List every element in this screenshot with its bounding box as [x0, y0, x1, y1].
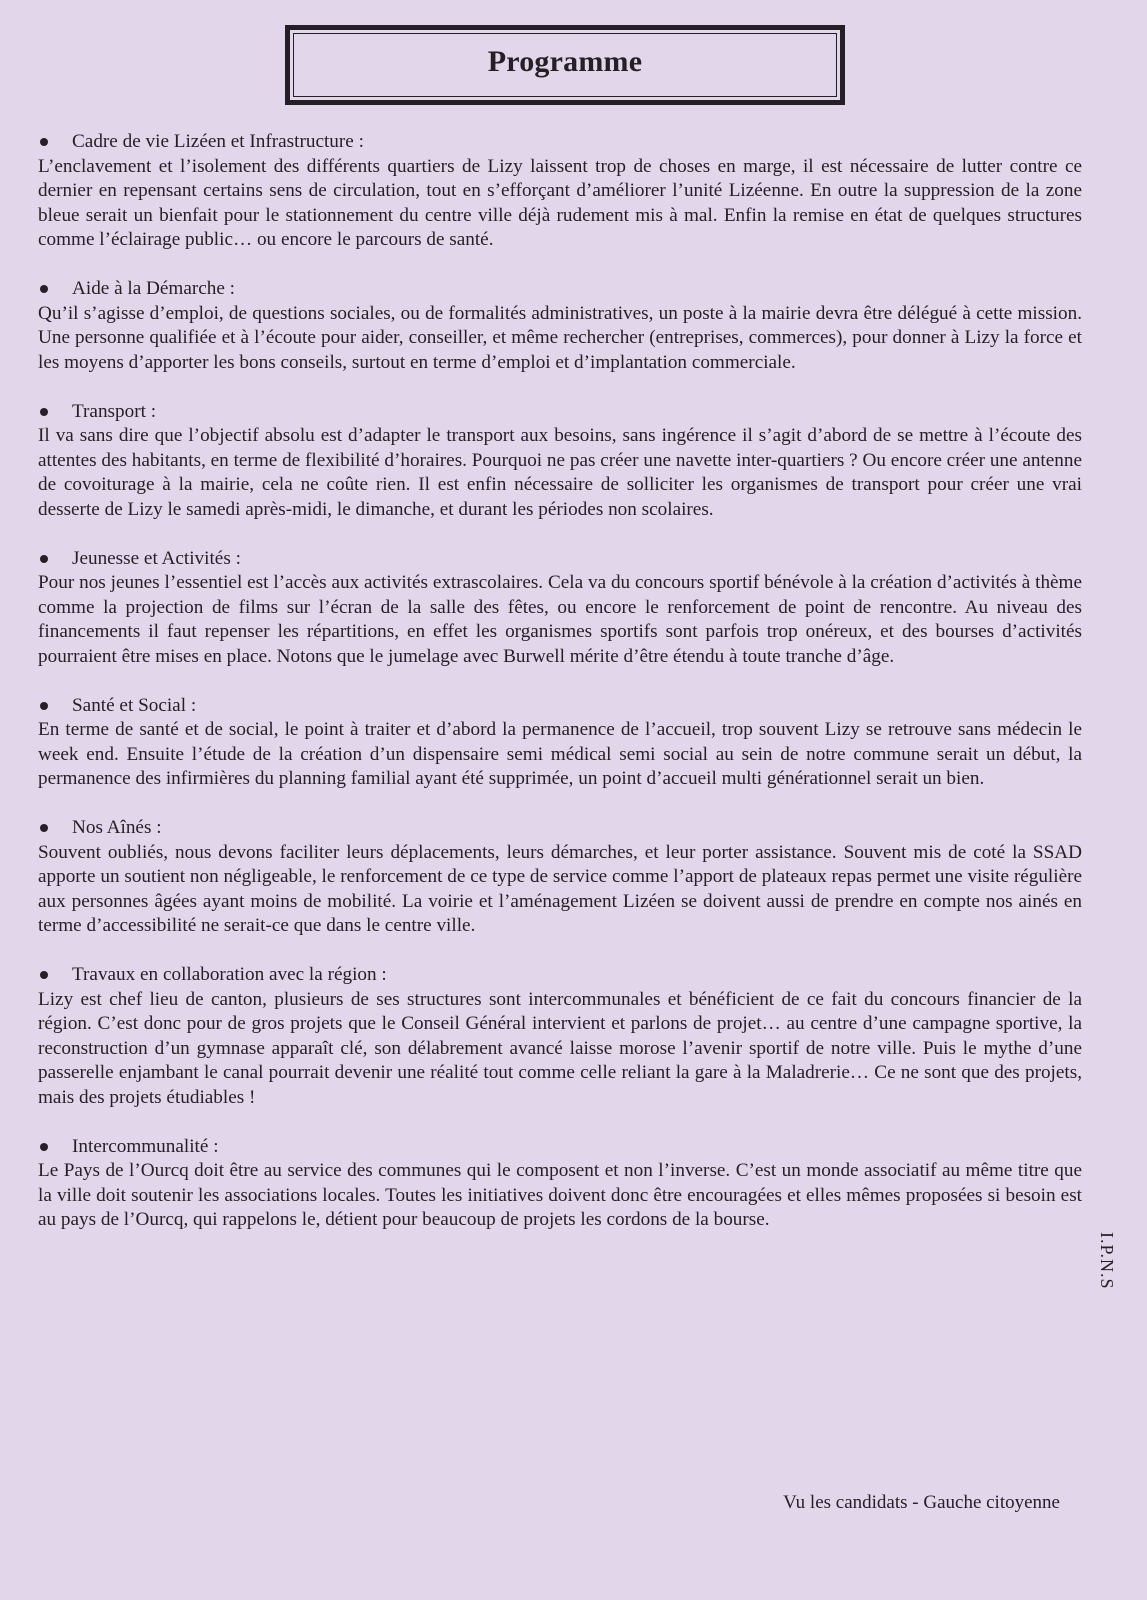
section-heading: [38, 277, 1082, 302]
section-sante-social: [38, 694, 1082, 792]
section-transport: [38, 400, 1082, 523]
section-body: Qu’il s’agisse d’emploi, de questions sociales, ou de formalités administratives, un poste à la mairie devra être délégué à cette mission. Une personne qualifiée et à l’écoute pour aider, conseiller, et même rechercher (entreprises, commerces), pour donner à Lizy la force et les moyens d’apporter les bons conseils, surtout en terme d’emploi et d’implantation commerciale.: [38, 302, 1082, 373]
section-heading: [38, 547, 1082, 572]
title-frame: [285, 25, 845, 105]
bullet-icon: [40, 408, 48, 416]
section-heading-text: Jeunesse et Activités :: [72, 547, 241, 569]
bullet-icon: [40, 971, 48, 979]
section-body: Pour nos jeunes l’essentiel est l’accès aux activités extrascolaires. Cela va du concours sportif bénévole à la création d’activités à thème comme la projection de films sur l’écran de la salle des fêtes, ou encore le renforcement de point de rencontre. Au niveau des financements il faut repenser les répartitions, en effet les organismes sportifs sont parfois trop onéreux, et des bourses d’activités pourraient être mises en place. Notons que le jumelage avec Burwell mérite d’être étendu à toute tranche d’âge.: [38, 572, 1082, 667]
title-inner-frame: [293, 33, 837, 97]
signature: Vu les candidats - Gauche citoyenne: [783, 1492, 1060, 1513]
section-body: En terme de santé et de social, le point à traiter et d’abord la permanence de l’accueil, trop souvent Lizy se retrouve sans médecin le week end. Ensuite l’étude de la création d’un dispensaire semi médical semi social au sein de notre commune serait un début, la permanence des infirmières du planning familial ayant été supprimée, un point d’accueil multi générationnel serait un bien.: [38, 719, 1082, 789]
section-heading: [38, 130, 1082, 155]
bullet-icon: [40, 824, 48, 832]
section-aide-demarche: [38, 277, 1082, 375]
bullet-icon: [40, 1143, 48, 1151]
section-heading-text: Intercommunalité :: [72, 1135, 219, 1157]
section-body: L’enclavement et l’isolement des différents quartiers de Lizy laissent trop de choses en marge, il est nécessaire de lutter contre ce dernier en repensant certains sens de circulation, tout en s’efforçant d’améliorer l’unité Lizéenne. En outre la suppression de la zone bleue serait un bienfait pour le stationnement du centre ville déjà rudement mis à mal. Enfin la remise en état de quelques structures comme l’éclairage public… ou encore le parcours de santé.: [38, 155, 1082, 250]
section-travaux-region: [38, 963, 1082, 1110]
section-heading-text: Travaux en collaboration avec la région :: [72, 964, 387, 985]
ipns-mark: I.P.N.S: [1097, 1232, 1117, 1290]
section-heading: [38, 816, 1082, 841]
section-heading-text: Cadre de vie Lizéen et Infrastructure :: [72, 131, 364, 152]
bullet-icon: [40, 555, 48, 563]
section-body: Souvent oubliés, nous devons faciliter leurs déplacements, leurs démarches, et leur porter assistance. Souvent mis de coté la SSAD apporte un soutient non négligeable, le renforcement de ce type de service comme l’apport de plateaux repas permet une visite régulière aux personnes âgées ayant moins de mobilité. La voirie et l’aménagement Lizéen se doivent aussi de prendre en compte nos ainés en terme d’accessibilité ne serait-ce que dans le centre ville.: [38, 841, 1082, 936]
section-heading-text: Nos Aînés :: [72, 817, 162, 838]
section-jeunesse: [38, 547, 1082, 670]
section-heading: [38, 963, 1082, 988]
section-aines: [38, 816, 1082, 939]
section-body: Lizy est chef lieu de canton, plusieurs de ses structures sont intercommunales et bénéficient de ce fait du concours financier de la région. C’est donc pour de gros projets que le Conseil Général intervient et parlons de projet… au centre d’une campagne sportive, la reconstruction d’un gymnase apparaît clé, son délabrement avancé laisse morose l’avenir sportif de notre ville. Puis le mythe d’une passerelle enjambant le canal pourrait devenir une réalité tout comme celle reliant la gare à la Maladrerie… Ce ne sont que des projets, mais des projets étudiables !: [38, 988, 1082, 1108]
bullet-icon: [40, 138, 48, 146]
programme-content: [38, 130, 1082, 1257]
section-heading: [38, 1135, 1082, 1160]
bullet-icon: [40, 285, 48, 293]
bullet-icon: [40, 702, 48, 710]
section-heading-text: Aide à la Démarche :: [72, 278, 236, 299]
section-intercommunalite: [38, 1135, 1082, 1233]
section-body: Il va sans dire que l’objectif absolu est d’adapter le transport aux besoins, sans ingérence il s’agit d’abord de se mettre à l’écoute des attentes des habitants, en terme de flexibilité d’horaires. Pourquoi ne pas créer une navette inter-quartiers ? Ou encore créer une antenne de covoiturage à la mairie, cela ne coûte rien. Il est enfin nécessaire de solliciter les organismes de transport pour créer une vrai desserte de Lizy le samedi après-midi, le dimanche, et durant les périodes non scolaires.: [38, 425, 1082, 520]
section-cadre-de-vie: [38, 130, 1082, 253]
section-heading-text: Santé et Social :: [72, 694, 197, 716]
section-heading: [38, 400, 1082, 425]
section-heading-text: Transport :: [72, 400, 157, 422]
section-heading: [38, 694, 1082, 719]
page-title: Programme: [487, 45, 643, 78]
section-body: Le Pays de l’Ourcq doit être au service des communes qui le composent et non l’inverse. C’est un monde associatif au même titre que la ville doit soutenir les associations locales. Toutes les initiatives doivent donc être encouragées et elles mêmes proposées si besoin est au pays de l’Ourcq, qui rappelons le, détient pour beaucoup de projets les cordons de la bourse.: [38, 1160, 1082, 1230]
